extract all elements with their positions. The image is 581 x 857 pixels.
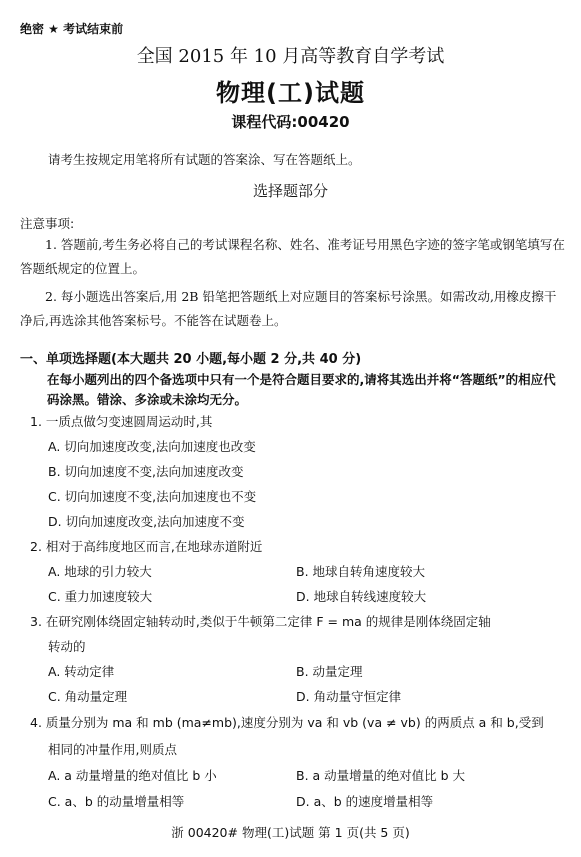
question-stem: 1. 一质点做匀变速圆周运动时,其	[30, 414, 213, 429]
page-footer: 浙 00420# 物理(工)试题 第 1 页(共 5 页)	[171, 825, 410, 840]
question-option: C. 切向加速度不变,法向加速度也不变	[48, 489, 257, 504]
question-option: B. 动量定理	[296, 664, 363, 679]
question-stem: 4. 质量分别为 ma 和 mb (ma≠mb),速度分别为 va 和 vb (va ≠ vb) 的两质点 a 和 b,受到	[30, 715, 544, 730]
question-option: D. a、b 的速度增量相等	[296, 794, 434, 809]
question-stem: 3. 在研究刚体绕固定轴转动时,类似于牛顿第二定律 F = ma 的规律是刚体绕固定轴	[30, 614, 491, 629]
answer-instruction: 请考生按规定用笔将所有试题的答案涂、写在答题纸上。	[48, 152, 361, 167]
confidential-label: 绝密 ★ 考试结束前	[20, 22, 124, 36]
question-option: A. a 动量增量的绝对值比 b 小	[48, 768, 217, 783]
question-option: C. a、b 的动量增量相等	[48, 794, 185, 809]
question-option: D. 角动量守恒定律	[296, 689, 402, 704]
course-code: 课程代码:00420	[231, 113, 350, 131]
notes-title: 注意事项:	[20, 216, 75, 231]
exam-title: 全国 2015 年 10 月高等教育自学考试	[136, 46, 445, 67]
question-stem-continuation: 相同的冲量作用,则质点	[48, 742, 177, 757]
question-option: C. 重力加速度较大	[48, 589, 153, 604]
note-item: 1. 答题前,考生务必将自己的考试课程名称、姓名、准考证号用黑色字迹的签字笔或钢笔填写在答题纸规定的位置上。	[20, 237, 565, 276]
question-option: A. 转动定律	[48, 664, 115, 679]
question-option: B. a 动量增量的绝对值比 b 大	[296, 768, 466, 783]
question-option: D. 地球自转线速度较大	[296, 589, 427, 604]
question-option: B. 地球自转角速度较大	[296, 564, 426, 579]
part-heading: 一、单项选择题(本大题共 20 小题,每小题 2 分,共 40 分)	[20, 352, 362, 367]
subject-title: 物理(工)试题	[216, 79, 365, 107]
question-option: B. 切向加速度不变,法向加速度改变	[48, 464, 244, 479]
question-option: A. 地球的引力较大	[48, 564, 152, 579]
question-option: C. 角动量定理	[48, 689, 128, 704]
section-heading: 选择题部分	[252, 182, 328, 200]
question-option: A. 切向加速度改变,法向加速度也改变	[48, 439, 256, 454]
note-item: 2. 每小题选出答案后,用 2B 铅笔把答题纸上对应题目的答案标号涂黑。如需改动,用橡皮擦干净后,再选涂其他答案标号。不能答在试题卷上。	[20, 289, 557, 328]
part-instruction: 在每小题列出的四个备选项中只有一个是符合题目要求的,请将其选出并将“答题纸”的相应代码涂黑。错涂、多涂或未涂均无分。	[47, 372, 556, 407]
question-stem: 2. 相对于高纬度地区而言,在地球赤道附近	[30, 539, 263, 554]
question-stem-continuation: 转动的	[48, 639, 86, 654]
question-option: D. 切向加速度改变,法向加速度不变	[48, 514, 245, 529]
